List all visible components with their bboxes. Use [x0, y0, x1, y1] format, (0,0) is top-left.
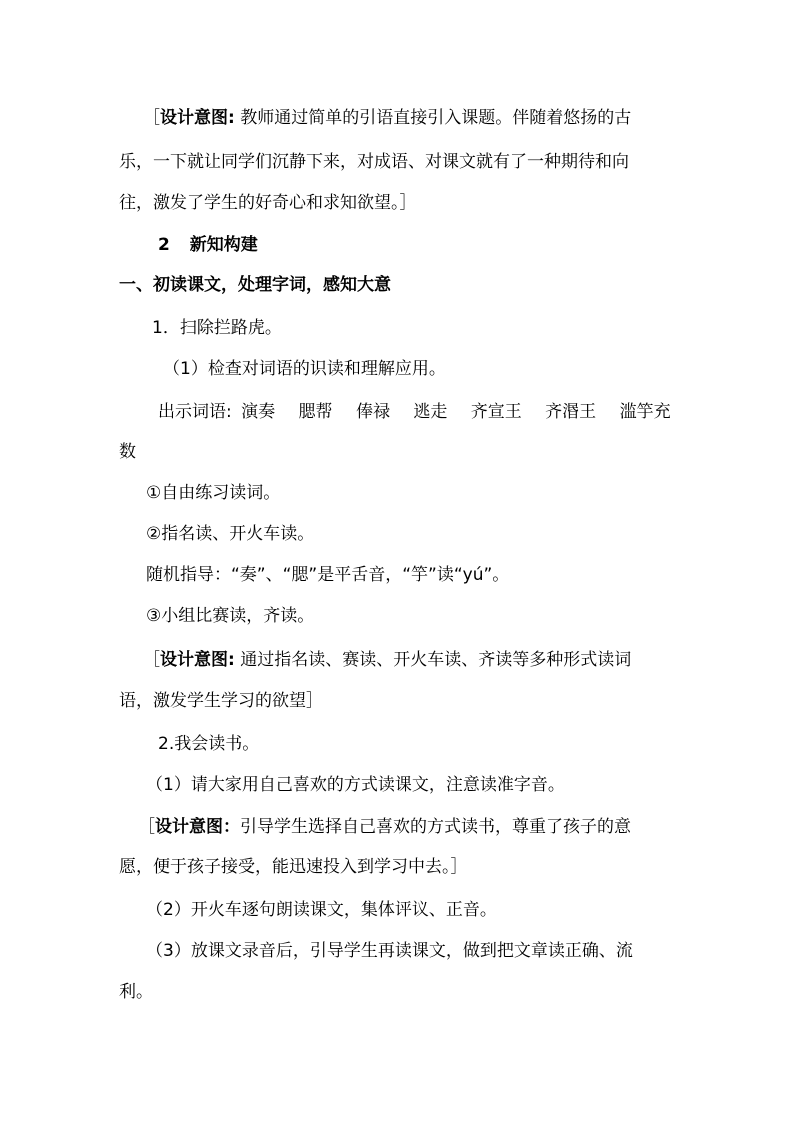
word-item: 演奏	[241, 402, 276, 422]
design-intent-text: 引导学生选择自己喜欢的方式读书，尊重了孩子的意	[240, 817, 631, 837]
design-intent-label: 设计意图	[160, 108, 228, 128]
step-1: ①自由练习读词。	[146, 483, 281, 503]
open-bracket: ［	[143, 650, 160, 670]
word-item: 齐宣王	[470, 402, 522, 422]
open-bracket: ［	[143, 108, 160, 128]
design-intent-1-line2: 乐，一下就让同学们沉静下来，对成语、对课文就有了一种期待和向	[119, 152, 629, 172]
design-intent-1-line1: ［设计意图: 教师通过简单的引语直接引入课题。伴随着悠扬的古	[143, 108, 632, 128]
design-intent-label: 设计意图	[160, 650, 228, 670]
word-list-continuation: 数	[119, 442, 136, 462]
design-intent-1-line3: 往，激发了学生的好奇心和求知欲望。］	[119, 193, 417, 213]
word-item: 腮帮	[298, 402, 333, 422]
heading-first-reading: 一、初读课文，处理字词，感知大意	[119, 275, 391, 295]
word-item: 逃走	[413, 402, 448, 422]
section-title: 新知构建	[189, 235, 258, 255]
design-intent-text: 通过指名读、赛读、开火车读、齐读等多种形式读词	[234, 650, 632, 670]
design-intent-text: 教师通过简单的引语直接引入课题。伴随着悠扬的古	[234, 108, 632, 128]
section-heading-2	[158, 233, 258, 257]
item-1: 1．扫除拦路虎。	[152, 318, 282, 338]
item-2-1: （1）请大家用自己喜欢的方式读课文，注意读准字音。	[146, 775, 565, 795]
item-2-3-line1: （3）放课文录音后，引导学生再读课文，做到把文章读正确、流	[146, 941, 633, 961]
design-intent-2-line2: 语，激发学生学习的欲望］	[119, 691, 323, 711]
item-2: 2.我会读书。	[158, 734, 260, 754]
design-intent-3-line2: 愿，便于孩子接受，能迅速投入到学习中去。］	[119, 857, 468, 877]
section-number: 2	[158, 235, 170, 255]
item-1-1: （1）检查对词语的识读和理解应用。	[163, 359, 446, 379]
word-item: 齐湣王	[545, 402, 597, 422]
open-bracket: ［	[138, 817, 155, 837]
item-2-3-line2: 利。	[119, 982, 153, 1002]
design-intent-3-line1	[138, 815, 631, 839]
pronunciation-guide: 随机指导：“奏”、“腮”是平舌音，“竽”读“yú”。	[146, 565, 510, 585]
design-intent-2-line1: ［设计意图: 通过指名读、赛读、开火车读、齐读等多种形式读词	[143, 650, 632, 670]
design-intent-label: 设计意图：	[155, 817, 240, 837]
step-3: ③小组比赛读，齐读。	[146, 606, 315, 626]
word-item: 滥竽充	[619, 402, 671, 422]
word-item: 俸禄	[355, 402, 390, 422]
word-list	[158, 400, 671, 424]
item-2-2: （2）开火车逐句朗读课文，集体评议、正音。	[146, 900, 497, 920]
word-list-label: 出示词语:	[158, 402, 232, 422]
step-2: ②指名读、开火车读。	[146, 524, 315, 544]
